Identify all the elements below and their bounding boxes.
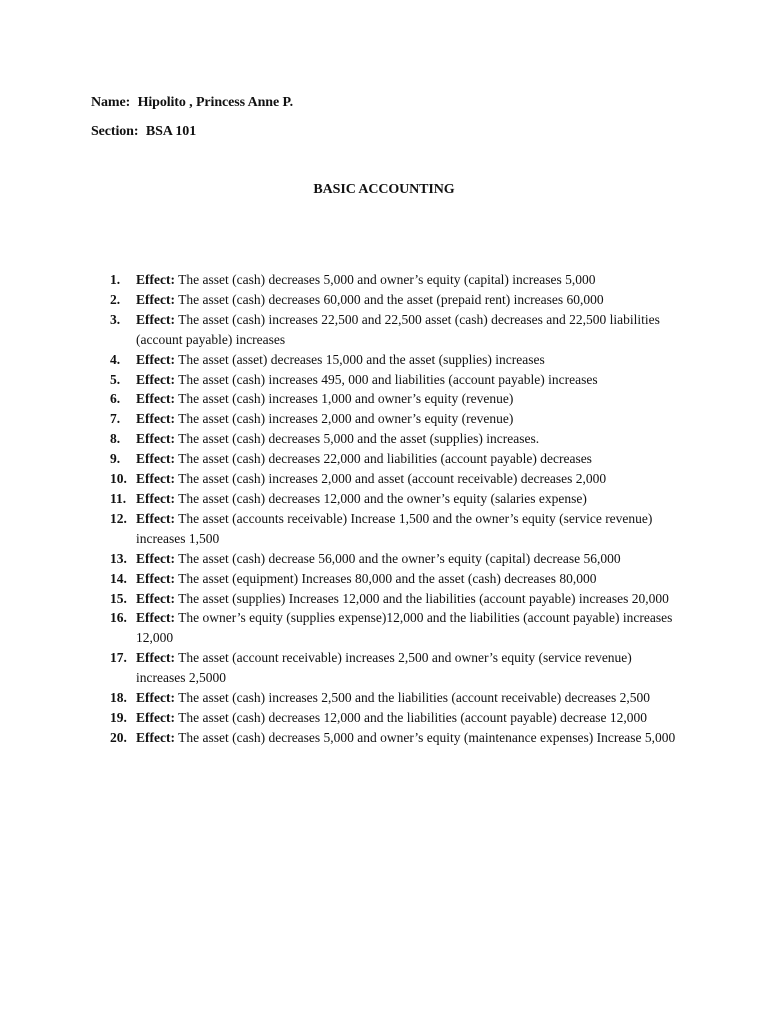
- list-item: [0, 648, 768, 688]
- list-item: [0, 728, 768, 748]
- item-number: 7.: [110, 411, 121, 427]
- item-number: 1.: [110, 272, 121, 287]
- item-number: 2.: [110, 291, 121, 307]
- item-number: 11.: [110, 490, 127, 506]
- effect-text: The asset (cash) increases 2,000 and owner’s equity (revenue): [178, 411, 514, 427]
- effect-text: The asset (cash) decreases 5,000 and owner’s equity (maintenance expenses) Increase 5,000: [178, 729, 676, 745]
- effect-text: The asset (cash) increases 1,000 and owner’s equity (revenue): [178, 391, 514, 407]
- effect-label: Effect:: [136, 391, 175, 407]
- list-item: [0, 708, 768, 728]
- item-number: 15.: [110, 590, 127, 606]
- effect-text: The asset (cash) decreases 5,000 and owner’s equity (capital) increases 5,000: [178, 272, 596, 287]
- document-title: BASIC ACCOUNTING: [313, 182, 455, 197]
- list-item: [0, 290, 768, 310]
- list-item: [0, 449, 768, 469]
- list-item: [0, 569, 768, 589]
- effect-text: The owner’s equity (supplies expense)12,000 and the liabilities (account payable) increases 12,000: [136, 610, 673, 646]
- effect-text: The asset (cash) increases 22,500 and 22,500 asset (cash) decreases and 22,500 liabilities (account payable) increases: [136, 311, 660, 347]
- list-item: [0, 469, 768, 489]
- list-item: [0, 350, 768, 370]
- effect-label: Effect:: [136, 610, 175, 626]
- effect-label: Effect:: [136, 690, 175, 706]
- item-number: 12.: [110, 510, 127, 526]
- effects-list: [0, 270, 768, 748]
- list-item: [0, 389, 768, 409]
- effect-label: Effect:: [136, 291, 175, 307]
- effect-text: The asset (cash) decreases 60,000 and the asset (prepaid rent) increases 60,000: [178, 291, 604, 307]
- effect-label: Effect:: [136, 550, 175, 566]
- section-label: Section:: [91, 124, 139, 139]
- name-label: Name:: [91, 95, 131, 110]
- effect-text: The asset (cash) increases 2,500 and the liabilities (account receivable) decreases 2,500: [178, 690, 651, 706]
- effect-text: The asset (cash) decreases 12,000 and the liabilities (account payable) decrease 12,000: [178, 709, 648, 725]
- effect-label: Effect:: [136, 709, 175, 725]
- list-item: [0, 429, 768, 449]
- name-value: Hipolito , Princess Anne P.: [137, 95, 294, 110]
- effect-label: Effect:: [136, 510, 175, 526]
- list-item: [0, 608, 768, 648]
- list-item: [0, 549, 768, 569]
- list-item: [0, 409, 768, 429]
- item-number: 14.: [110, 570, 127, 586]
- effect-label: Effect:: [136, 729, 175, 745]
- item-number: 13.: [110, 550, 127, 566]
- effect-text: The asset (accounts receivable) Increase 1,500 and the owner’s equity (service revenue) increases 1,500: [136, 510, 653, 546]
- effect-label: Effect:: [136, 451, 175, 467]
- item-number: 18.: [110, 690, 127, 706]
- effect-text: The asset (asset) decreases 15,000 and the asset (supplies) increases: [178, 351, 545, 367]
- effect-label: Effect:: [136, 590, 175, 606]
- item-number: 16.: [110, 610, 127, 626]
- item-number: 19.: [110, 709, 127, 725]
- section-value: BSA 101: [145, 124, 197, 139]
- list-item: [0, 270, 768, 290]
- effect-text: The asset (cash) decreases 5,000 and the asset (supplies) increases.: [178, 431, 540, 447]
- item-number: 3.: [110, 311, 121, 327]
- item-number: 10.: [110, 471, 127, 487]
- effect-text: The asset (account receivable) increases 2,500 and owner’s equity (service revenue) increases 2,5000: [136, 650, 632, 686]
- list-item: [0, 310, 768, 350]
- effect-text: The asset (cash) increases 495, 000 and liabilities (account payable) increases: [178, 371, 598, 387]
- section-line: [91, 124, 196, 140]
- item-number: 20.: [110, 729, 127, 745]
- effect-text: The asset (supplies) Increases 12,000 and the liabilities (account payable) increases 20,000: [178, 590, 669, 606]
- effect-text: The asset (cash) increases 2,000 and asset (account receivable) decreases 2,000: [178, 471, 607, 487]
- effect-label: Effect:: [136, 371, 175, 387]
- effect-label: Effect:: [136, 471, 175, 487]
- effect-label: Effect:: [136, 490, 175, 506]
- item-number: 5.: [110, 371, 121, 387]
- effect-label: Effect:: [136, 411, 175, 427]
- item-number: 6.: [110, 391, 121, 407]
- effect-label: Effect:: [136, 311, 175, 327]
- effect-text: The asset (cash) decrease 56,000 and the owner’s equity (capital) decrease 56,000: [178, 550, 621, 566]
- list-item: [0, 509, 768, 549]
- item-number: 8.: [110, 431, 121, 447]
- list-item: [0, 589, 768, 609]
- effect-label: Effect:: [136, 431, 175, 447]
- item-number: 17.: [110, 650, 127, 666]
- list-item: [0, 489, 768, 509]
- name-line: [91, 95, 293, 111]
- effect-label: Effect:: [136, 272, 175, 287]
- effect-text: The asset (cash) decreases 22,000 and liabilities (account payable) decreases: [178, 451, 592, 467]
- list-item: [0, 688, 768, 708]
- item-number: 4.: [110, 351, 121, 367]
- effect-text: The asset (cash) decreases 12,000 and the owner’s equity (salaries expense): [178, 490, 587, 506]
- list-item: [0, 370, 768, 390]
- effect-text: The asset (equipment) Increases 80,000 and the asset (cash) decreases 80,000: [178, 570, 597, 586]
- effect-label: Effect:: [136, 351, 175, 367]
- effect-label: Effect:: [136, 650, 175, 666]
- effect-label: Effect:: [136, 570, 175, 586]
- item-number: 9.: [110, 451, 121, 467]
